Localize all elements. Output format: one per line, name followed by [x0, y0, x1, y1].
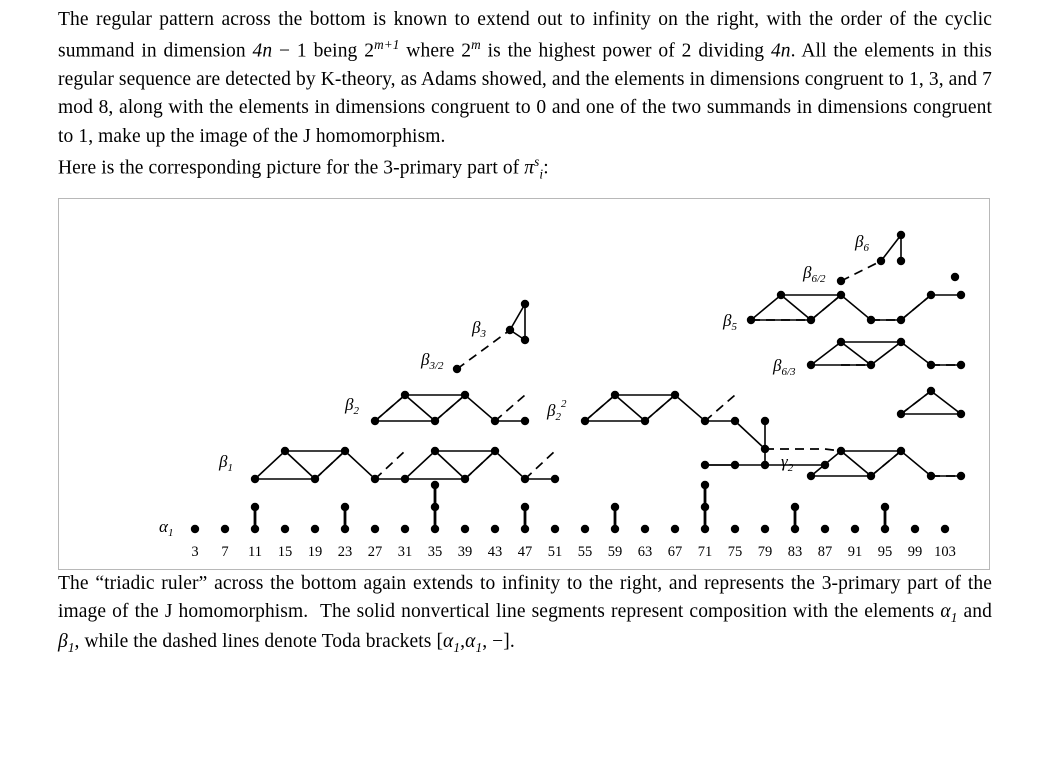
label-alpha1: $\alpha_1$ [159, 516, 174, 539]
svg-text:55: 55 [577, 543, 593, 560]
figure-element-labels [159, 232, 869, 539]
svg-text:7: 7 [221, 543, 229, 560]
svg-text:3: 3 [191, 543, 199, 560]
label-beta63: $\beta_{6/3}$ [773, 355, 796, 378]
svg-text:27: 27 [367, 543, 383, 560]
axis-tick-labels [191, 544, 956, 560]
paragraph-1: The regular pattern across the bottom is known to extend out to infinity on the right, with the order of the cyclic summand in dimension 4n − 1 being $2^{m+1}$ where 2$^m$ is the highest power of 2 dividing 4n. All the elements in this regular sequence are detected by K-theory, as Adams showed, and the elements in dimensions congruent to 1, 3, and 7 mod 8, along with the elements in dimensions congruent to 0 and one of the two summands in dimensions congruent to 1, make up the image of the J homomorphism. [58, 9, 992, 148]
pi-symbol: π [524, 157, 535, 179]
label-beta2-squared: $\beta_2^2$ [547, 397, 567, 423]
svg-text:11: 11 [248, 543, 262, 560]
label-beta1: $\beta_1$ [219, 451, 233, 474]
svg-text:23: 23 [337, 543, 353, 560]
svg-text:35: 35 [427, 543, 443, 560]
solid-edges [255, 235, 961, 479]
svg-text:95: 95 [877, 543, 893, 560]
svg-text:67: 67 [667, 543, 683, 560]
svg-text:19: 19 [307, 543, 323, 560]
svg-text:15: 15 [277, 543, 293, 560]
svg-text:83: 83 [787, 543, 803, 560]
figure-svg [59, 199, 989, 569]
svg-text:91: 91 [847, 543, 863, 560]
label-gamma2: $\gamma_2$ [781, 451, 794, 474]
pi-subscript: i [539, 166, 544, 182]
paragraph-2-end: : [543, 157, 549, 179]
pi-superscript: s [534, 153, 540, 169]
label-beta32: $\beta_{3/2}$ [421, 349, 444, 372]
label-beta62: $\beta_{6/2}$ [803, 262, 826, 285]
svg-text:79: 79 [757, 543, 773, 560]
paragraph-2-intro: Here is the corresponding picture for the 3-primary part of [58, 157, 525, 179]
svg-text:43: 43 [487, 543, 503, 560]
svg-text:99: 99 [907, 543, 923, 560]
paragraph-3: The “triadic ruler” across the bottom again extends to infinity to the right, and represents the 3-primary part of the image of the J homomorphism. The solid nonvertical line segments represent composition with the elements $\alpha_1$ and $\beta_1$, while the dashed lines denote Toda brackets [$\alpha_1,\alpha_1$, −]. [58, 572, 992, 655]
label-beta3: $\beta_3$ [472, 317, 486, 340]
svg-text:103: 103 [934, 543, 956, 560]
label-beta6: $\beta_6$ [855, 231, 869, 254]
svg-text:63: 63 [637, 543, 653, 560]
svg-text:87: 87 [817, 543, 833, 560]
label-beta5: $\beta_5$ [723, 310, 737, 333]
svg-text:47: 47 [517, 543, 533, 560]
svg-text:39: 39 [457, 543, 473, 560]
homotopy-groups-figure [58, 198, 990, 570]
svg-text:59: 59 [607, 543, 623, 560]
figure-dots [191, 230, 965, 532]
label-beta2: $\beta_2$ [345, 394, 359, 417]
svg-text:31: 31 [397, 543, 413, 560]
svg-text:75: 75 [727, 543, 743, 560]
paragraph-2 [58, 152, 992, 184]
svg-text:71: 71 [697, 543, 713, 560]
svg-text:51: 51 [547, 543, 563, 560]
dashed-toda-brackets [315, 261, 961, 479]
